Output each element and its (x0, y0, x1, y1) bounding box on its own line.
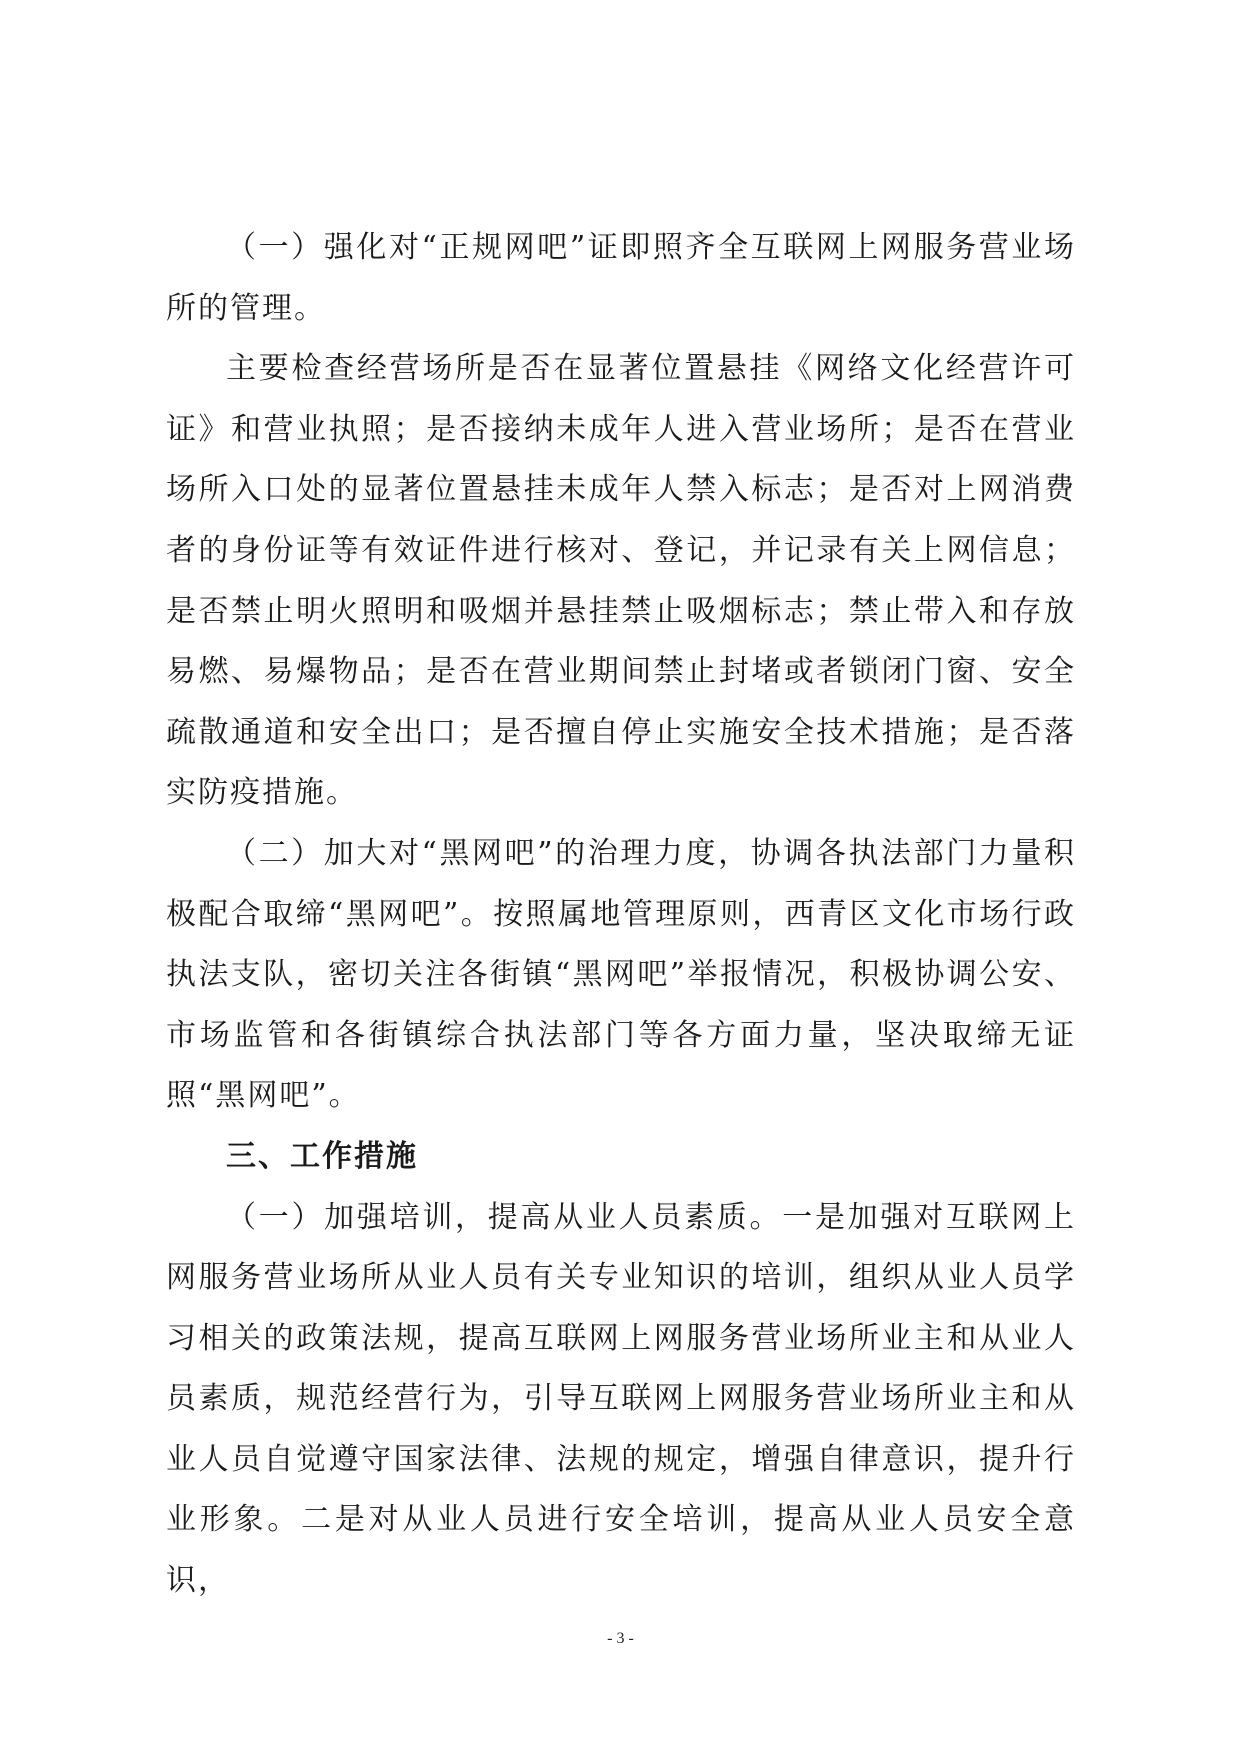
paragraph-inspection-items: 主要检查经营场所是否在显著位置悬挂《网络文化经营许可证》和营业执照；是否接纳未成年人进入营业场所；是否在营业场所入口处的显著位置悬挂未成年人禁入标志；是否对上网消费者的身份证等有效证件进行核对、登记，并记录有关上网信息；是否禁止明火照明和吸烟并悬挂禁止吸烟标志；禁止带入和存放易燃、易爆物品；是否在营业期间禁止封堵或者锁闭门窗、安全疏散通道和安全出口；是否擅自停止实施安全技术措施；是否落实防疫措施。 (166, 351, 1076, 811)
document-body (166, 218, 1076, 1612)
paragraph-black-internet-cafe: （二）加大对“黑网吧”的治理力度，协调各执法部门力量积极配合取缔“黑网吧”。按照属地管理原则，西青区文化市场行政执法支队，密切关注各街镇“黑网吧”举报情况，积极协调公安、市场监管和各街镇综合执法部门等各方面力量，坚决取缔无证照“黑网吧”。 (166, 835, 1076, 1114)
paragraph-section-1-heading: （一）强化对“正规网吧”证即照齐全互联网上网服务营业场所的管理。 (166, 230, 1076, 326)
section-heading-work-measures: 三、工作措施 (226, 1138, 418, 1174)
paragraph-training: （一）加强培训，提高从业人员素质。一是加强对互联网上网服务营业场所从业人员有关专业知识的培训，组织从业人员学习相关的政策法规，提高互联网上网服务营业场所业主和从业人员素质，规范经营行为，引导互联网上网服务营业场所业主和从业人员自觉遵守国家法律、法规的规定，增强自律意识，提升行业形象。二是对从业人员进行安全培训，提高从业人员安全意识， (166, 1199, 1076, 1599)
page-number: - 3 - (607, 1630, 634, 1647)
